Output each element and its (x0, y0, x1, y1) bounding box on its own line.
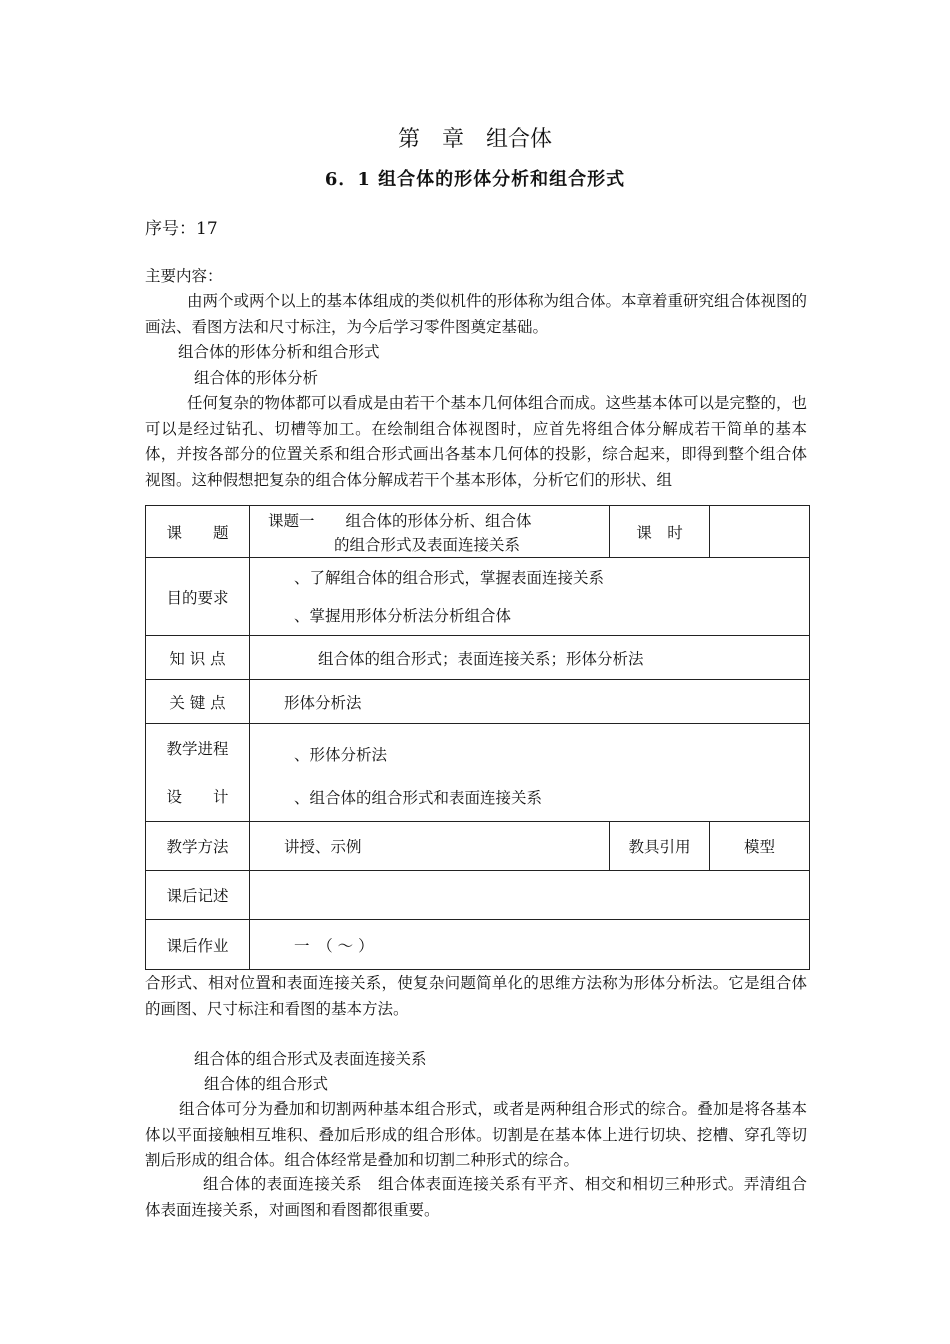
topic-label: 课 题 (166, 523, 229, 542)
homework-label: 课后作业 (166, 936, 229, 955)
surface-connection-paragraph (145, 1172, 807, 1223)
intro-paragraph: 由两个或两个以上的基本体组成的类似机件的形体称为组合体。本章着重研究组合体视图的画法、看图方法和尺寸标注，为今后学习零件图奠定基础。 (145, 292, 808, 336)
subheading-shape-analysis: 组合体的形体分析 (194, 369, 319, 387)
tools-value-cell (710, 822, 810, 871)
notes-label-cell (146, 871, 250, 920)
hours-value-cell (710, 506, 810, 558)
process-label-2: 设 计 (166, 787, 229, 806)
sequence-number: 序号：17 (145, 219, 218, 239)
section-title: 6．1 组合体的形体分析和组合形式 (324, 169, 626, 190)
key-cell (250, 680, 810, 724)
homework-value: 一 （ ～ ） (294, 936, 374, 955)
shape-analysis-paragraph: 任何复杂的物体都可以看成是由若干个基本几何体组合而成。这些基本体可以是完整的，也可以是经过钻孔、切槽等加工。在绘制组合体视图时，应首先将组合体分解成若干简单的基本体，并按各部分的位置关系和组合形式画出各基本几何体的投影，综合起来，即得到整个组合体视图。这种假想把复杂的组合体分解成若干个基本形体，分析它们的形状、组 (145, 394, 807, 489)
key-label-cell (146, 680, 250, 724)
topic-line-1: 课题一 组合体的形体分析、组合体 (268, 512, 532, 530)
hours-label-cell (610, 506, 710, 558)
chapter-title: 第 章 组合体 (397, 127, 552, 152)
method-label-cell (146, 822, 250, 871)
goal-label: 目的要求 (166, 588, 229, 607)
process-cell (250, 724, 810, 822)
knowledge-label: 知 识 点 (169, 649, 226, 668)
surface-connection-text: 组合体表面连接关系有平齐、相交和相切三种形式。弄清组合体表面连接关系，对画图和看图都很重要。 (145, 1175, 807, 1219)
main-content-label: 主要内容： (145, 267, 223, 285)
goal-item-2: 、掌握用形体分析法分析组合体 (294, 606, 512, 625)
tools-value: 模型 (744, 838, 776, 856)
subheading-combination-forms: 组合体的组合形式 (204, 1075, 329, 1093)
tools-label-cell (610, 822, 710, 871)
notes-label: 课后记述 (166, 887, 229, 905)
lesson-plan-table (145, 505, 810, 970)
topic-label-cell (146, 506, 250, 558)
key-value: 形体分析法 (284, 693, 362, 712)
notes-cell (250, 871, 810, 920)
method-value: 讲授、示例 (284, 838, 362, 856)
knowledge-cell (250, 636, 810, 680)
process-label-1: 教学进程 (166, 739, 229, 758)
hours-label: 课 时 (636, 523, 683, 542)
topic-line-2: 的组合形式及表面连接关系 (334, 536, 521, 554)
process-item-1: 、形体分析法 (294, 746, 388, 764)
process-item-2: 、组合体的组合形式和表面连接关系 (294, 789, 543, 807)
method-cell (250, 822, 610, 871)
goal-label-cell (146, 558, 250, 636)
shape-analysis-continued: 合形式、相对位置和表面连接关系，使复杂问题简单化的思维方法称为形体分析法。它是组合体的画图、尺寸标注和看图的基本方法。 (145, 974, 807, 1018)
surface-connection-title: 组合体的表面连接关系 (203, 1175, 363, 1193)
tools-label: 教具引用 (628, 838, 691, 856)
topic-cell (250, 506, 610, 558)
knowledge-label-cell (146, 636, 250, 680)
homework-cell (250, 920, 810, 970)
process-label-cell (146, 724, 250, 822)
subheading-shape-analysis-forms: 组合体的形体分析和组合形式 (178, 343, 380, 361)
key-label: 关 键 点 (169, 693, 226, 712)
homework-label-cell (146, 920, 250, 970)
combination-forms-paragraph: 组合体可分为叠加和切割两种基本组合形式，或者是两种组合形式的综合。叠加是将各基本体以平面接触相互堆积、叠加后形成的组合形体。切割是在基本体上进行切块、挖槽、穿孔等切割后形成的组合体。组合体经常是叠加和切割二种形式的综合。 (145, 1100, 807, 1169)
method-label: 教学方法 (166, 838, 229, 856)
goal-item-1: 、了解组合体的组合形式，掌握表面连接关系 (294, 568, 605, 587)
subheading-forms-and-surfaces: 组合体的组合形式及表面连接关系 (194, 1050, 427, 1068)
goal-cell (250, 558, 810, 636)
knowledge-value: 组合体的组合形式；表面连接关系；形体分析法 (318, 649, 644, 668)
